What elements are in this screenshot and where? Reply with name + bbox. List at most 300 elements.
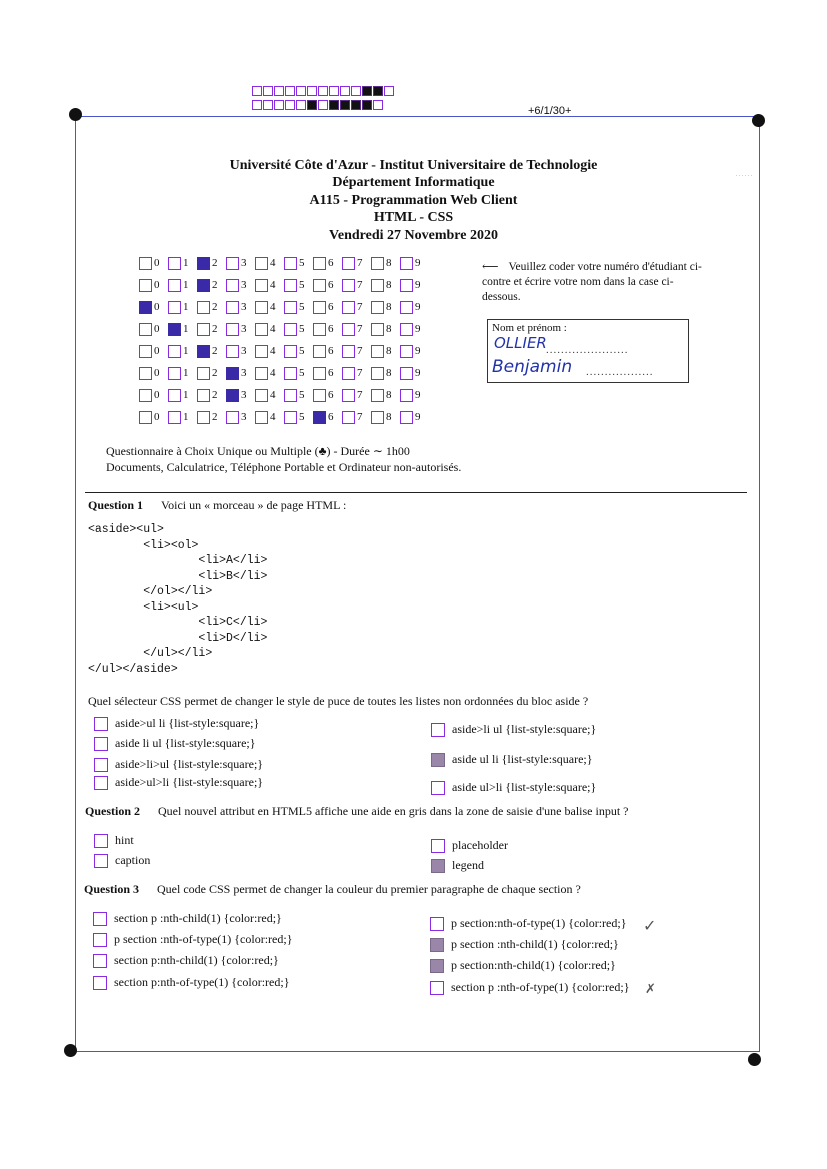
answer-option[interactable]: [431, 858, 484, 873]
grid-digit-cell: [400, 411, 429, 424]
grid-digit-cell: [313, 411, 342, 424]
grid-digit-cell: [371, 279, 400, 292]
student-grid-row: [139, 277, 429, 293]
digit-checkbox[interactable]: [284, 367, 297, 380]
header-course: A115 - Programmation Web Client: [309, 193, 518, 208]
answer-label: aside>li>ul {list-style:square;}: [115, 757, 264, 771]
grid-digit-cell: [168, 257, 197, 270]
answer-checkbox[interactable]: [431, 839, 445, 853]
digit-checkbox[interactable]: [168, 389, 181, 402]
digit-checkbox[interactable]: [197, 279, 210, 292]
digit-checkbox[interactable]: [168, 411, 181, 424]
answer-checkbox[interactable]: [93, 933, 107, 947]
instructions-text: Veuillez coder votre numéro d'étudiant ci-contre et écrire votre nom dans la case ci-dessous.: [482, 261, 702, 303]
q1-header: [88, 498, 346, 513]
digit-label: 6: [328, 301, 334, 313]
digit-checkbox[interactable]: [342, 279, 355, 292]
digit-label: 7: [357, 411, 363, 423]
handwritten-lastname: OLLIER: [494, 334, 547, 352]
digit-label: 0: [154, 367, 160, 379]
answer-label: section p :nth-of-type(1) {color:red;}: [451, 980, 630, 994]
digit-label: 2: [212, 389, 218, 401]
grid-digit-cell: [342, 257, 371, 270]
grid-digit-cell: [255, 323, 284, 336]
digit-checkbox[interactable]: [139, 279, 152, 292]
answer-checkbox[interactable]: [94, 717, 108, 731]
answer-option[interactable]: [431, 722, 596, 737]
student-grid-row: [139, 387, 429, 403]
answer-label: aside ul li {list-style:square;}: [452, 752, 593, 766]
answer-option[interactable]: [94, 775, 263, 790]
digit-checkbox[interactable]: [139, 345, 152, 358]
digit-checkbox[interactable]: [226, 367, 239, 380]
digit-checkbox[interactable]: [313, 279, 326, 292]
barcode-bottom-row: [252, 100, 384, 110]
digit-checkbox[interactable]: [226, 301, 239, 314]
answer-option[interactable]: [93, 975, 289, 990]
grid-digit-cell: [342, 411, 371, 424]
q1-label: Question 1: [88, 498, 144, 512]
digit-checkbox[interactable]: [342, 301, 355, 314]
digit-label: 7: [357, 323, 363, 335]
digit-label: 7: [357, 367, 363, 379]
answer-option[interactable]: [430, 937, 619, 952]
digit-checkbox[interactable]: [226, 257, 239, 270]
digit-checkbox[interactable]: [371, 345, 384, 358]
digit-checkbox[interactable]: [139, 367, 152, 380]
header-university: Université Côte d'Azur - Institut Universitaire de Technologie: [229, 158, 598, 173]
digit-checkbox[interactable]: [371, 367, 384, 380]
digit-label: 4: [270, 323, 276, 335]
answer-checkbox[interactable]: [94, 834, 108, 848]
digit-label: 6: [328, 323, 334, 335]
answer-checkbox[interactable]: [430, 938, 444, 952]
digit-checkbox[interactable]: [226, 323, 239, 336]
digit-checkbox[interactable]: [342, 257, 355, 270]
grid-digit-cell: [139, 389, 168, 402]
grid-digit-cell: [197, 389, 226, 402]
digit-checkbox[interactable]: [371, 257, 384, 270]
grid-digit-cell: [255, 257, 284, 270]
digit-checkbox[interactable]: [139, 257, 152, 270]
answer-checkbox[interactable]: [431, 753, 445, 767]
grid-digit-cell: [197, 301, 226, 314]
grid-digit-cell: [168, 279, 197, 292]
answer-label: placeholder: [452, 838, 508, 852]
grid-digit-cell: [371, 301, 400, 314]
answer-option[interactable]: [430, 916, 626, 931]
grid-digit-cell: [342, 367, 371, 380]
answer-checkbox[interactable]: [431, 723, 445, 737]
digit-label: 8: [386, 257, 392, 269]
answer-label: p section:nth-of-type(1) {color:red;}: [451, 916, 627, 930]
answer-checkbox[interactable]: [94, 737, 108, 751]
digit-label: 4: [270, 345, 276, 357]
digit-checkbox[interactable]: [197, 389, 210, 402]
answer-checkbox[interactable]: [93, 954, 107, 968]
digit-checkbox[interactable]: [371, 389, 384, 402]
digit-checkbox[interactable]: [400, 411, 413, 424]
answer-option[interactable]: [431, 838, 508, 853]
corner-marker-bottom-right: [748, 1053, 761, 1066]
digit-checkbox[interactable]: [197, 411, 210, 424]
grid-digit-cell: [168, 389, 197, 402]
digit-checkbox[interactable]: [255, 367, 268, 380]
divider: [85, 492, 747, 493]
grid-digit-cell: [371, 367, 400, 380]
name-line-1: ......................: [546, 344, 629, 356]
answer-label: aside>ul li {list-style:square;}: [115, 716, 260, 730]
grid-digit-cell: [313, 257, 342, 270]
q2-label: Question 2: [85, 804, 141, 818]
digit-label: 2: [212, 345, 218, 357]
grid-digit-cell: [284, 411, 313, 424]
grid-digit-cell: [255, 367, 284, 380]
digit-label: 6: [328, 257, 334, 269]
digit-label: 6: [328, 367, 334, 379]
grid-digit-cell: [255, 389, 284, 402]
grid-digit-cell: [313, 367, 342, 380]
grid-digit-cell: [284, 345, 313, 358]
digit-checkbox[interactable]: [400, 301, 413, 314]
grid-digit-cell: [342, 323, 371, 336]
digit-label: 8: [386, 323, 392, 335]
name-box-label: Nom et prénom :: [492, 322, 567, 334]
grid-digit-cell: [255, 279, 284, 292]
digit-label: 3: [241, 345, 247, 357]
digit-label: 7: [357, 301, 363, 313]
digit-checkbox[interactable]: [371, 279, 384, 292]
digit-checkbox[interactable]: [226, 279, 239, 292]
digit-checkbox[interactable]: [371, 411, 384, 424]
digit-checkbox[interactable]: [400, 345, 413, 358]
answer-label: aside li ul {list-style:square;}: [115, 736, 256, 750]
student-grid-row: [139, 299, 429, 315]
grid-digit-cell: [400, 367, 429, 380]
digit-label: 2: [212, 367, 218, 379]
answer-label: aside>ul>li {list-style:square;}: [115, 775, 264, 789]
digit-label: 9: [415, 345, 421, 357]
answer-checkbox[interactable]: [431, 781, 445, 795]
answer-option[interactable]: [431, 780, 596, 795]
grid-digit-cell: [313, 345, 342, 358]
q2-question: Quel nouvel attribut en HTML5 affiche une aide en gris dans la zone de saisie d'une balise input ?: [158, 804, 629, 818]
digit-label: 2: [212, 411, 218, 423]
answer-option[interactable]: [431, 752, 593, 767]
digit-label: 1: [183, 345, 189, 357]
digit-label: 3: [241, 389, 247, 401]
digit-checkbox[interactable]: [400, 323, 413, 336]
q1-code: <aside><ul> <li><ol> <li>A</li> <li>B</li> </ol></li> <li><ul> <li>C</li> <li>D</li> </ul></li> </ul></aside>: [88, 523, 268, 676]
grid-digit-cell: [400, 389, 429, 402]
corner-marker-top-left: [69, 108, 82, 121]
grid-digit-cell: [197, 279, 226, 292]
bleedthrough-text: ······: [735, 170, 753, 180]
digit-checkbox[interactable]: [313, 367, 326, 380]
digit-label: 8: [386, 301, 392, 313]
digit-checkbox[interactable]: [284, 345, 297, 358]
answer-option[interactable]: [94, 833, 134, 848]
digit-checkbox[interactable]: [168, 279, 181, 292]
digit-label: 4: [270, 389, 276, 401]
grid-digit-cell: [284, 323, 313, 336]
digit-checkbox[interactable]: [168, 301, 181, 314]
digit-label: 3: [241, 367, 247, 379]
digit-label: 0: [154, 279, 160, 291]
digit-checkbox[interactable]: [313, 411, 326, 424]
answer-option[interactable]: [93, 932, 292, 947]
corner-marker-top-right: [752, 114, 765, 127]
digit-checkbox[interactable]: [139, 411, 152, 424]
grid-digit-cell: [197, 367, 226, 380]
grid-digit-cell: [342, 345, 371, 358]
grid-digit-cell: [371, 345, 400, 358]
digit-checkbox[interactable]: [139, 323, 152, 336]
grid-digit-cell: [226, 411, 255, 424]
answer-label: hint: [115, 833, 134, 847]
digit-label: 5: [299, 301, 305, 313]
grid-digit-cell: [313, 323, 342, 336]
grid-digit-cell: [313, 301, 342, 314]
answer-option[interactable]: [94, 757, 263, 772]
digit-checkbox[interactable]: [342, 411, 355, 424]
digit-label: 1: [183, 301, 189, 313]
digit-label: 6: [328, 411, 334, 423]
q3-label: Question 3: [84, 882, 140, 896]
digit-checkbox[interactable]: [168, 345, 181, 358]
answer-checkbox[interactable]: [94, 776, 108, 790]
answer-label: p section :nth-child(1) {color:red;}: [451, 937, 619, 951]
digit-label: 3: [241, 257, 247, 269]
grid-digit-cell: [284, 367, 313, 380]
answer-label: p section:nth-child(1) {color:red;}: [451, 958, 616, 972]
grid-digit-cell: [168, 345, 197, 358]
digit-checkbox[interactable]: [342, 389, 355, 402]
digit-checkbox[interactable]: [313, 323, 326, 336]
digit-checkbox[interactable]: [168, 257, 181, 270]
digit-checkbox[interactable]: [197, 257, 210, 270]
grid-digit-cell: [197, 411, 226, 424]
q1-question: Quel sélecteur CSS permet de changer le style de puce de toutes les listes non ordonnées du bloc aside ?: [88, 694, 589, 708]
answer-option[interactable]: [94, 716, 259, 731]
digit-label: 5: [299, 257, 305, 269]
answer-label: p section :nth-of-type(1) {color:red;}: [114, 932, 293, 946]
digit-label: 8: [386, 367, 392, 379]
digit-checkbox[interactable]: [284, 411, 297, 424]
digit-label: 2: [212, 279, 218, 291]
digit-label: 4: [270, 279, 276, 291]
digit-label: 1: [183, 367, 189, 379]
digit-checkbox[interactable]: [313, 345, 326, 358]
barcode-top-row: [252, 86, 395, 96]
answer-option[interactable]: [93, 953, 279, 968]
digit-checkbox[interactable]: [284, 257, 297, 270]
answer-checkbox[interactable]: [93, 976, 107, 990]
digit-label: 4: [270, 367, 276, 379]
digit-label: 9: [415, 257, 421, 269]
q2-header: [85, 804, 628, 819]
digit-checkbox[interactable]: [197, 367, 210, 380]
digit-checkbox[interactable]: [255, 389, 268, 402]
grid-digit-cell: [400, 323, 429, 336]
answer-label: caption: [115, 853, 151, 867]
student-grid-row: [139, 365, 429, 381]
digit-checkbox[interactable]: [197, 323, 210, 336]
digit-checkbox[interactable]: [255, 279, 268, 292]
grid-digit-cell: [168, 411, 197, 424]
digit-checkbox[interactable]: [226, 411, 239, 424]
digit-checkbox[interactable]: [342, 367, 355, 380]
grid-digit-cell: [197, 323, 226, 336]
digit-checkbox[interactable]: [226, 345, 239, 358]
digit-checkbox[interactable]: [400, 279, 413, 292]
digit-label: 0: [154, 345, 160, 357]
digit-checkbox[interactable]: [400, 389, 413, 402]
grid-digit-cell: [197, 257, 226, 270]
digit-checkbox[interactable]: [342, 345, 355, 358]
grid-digit-cell: [226, 367, 255, 380]
digit-label: 3: [241, 301, 247, 313]
digit-label: 4: [270, 411, 276, 423]
digit-checkbox[interactable]: [168, 367, 181, 380]
q3-header: [84, 882, 581, 897]
grid-digit-cell: [226, 345, 255, 358]
student-grid-row: [139, 255, 429, 271]
grid-digit-cell: [284, 389, 313, 402]
digit-checkbox[interactable]: [284, 323, 297, 336]
grid-digit-cell: [284, 257, 313, 270]
grid-digit-cell: [400, 345, 429, 358]
answer-option[interactable]: [430, 980, 629, 995]
digit-checkbox[interactable]: [197, 345, 210, 358]
grid-digit-cell: [400, 279, 429, 292]
digit-label: 9: [415, 367, 421, 379]
digit-checkbox[interactable]: [284, 301, 297, 314]
digit-label: 1: [183, 279, 189, 291]
digit-checkbox[interactable]: [284, 279, 297, 292]
grid-digit-cell: [284, 279, 313, 292]
digit-checkbox[interactable]: [400, 257, 413, 270]
grid-digit-cell: [400, 301, 429, 314]
handwritten-cross-mark: ✗: [645, 982, 656, 997]
grid-digit-cell: [313, 389, 342, 402]
grid-digit-cell: [226, 389, 255, 402]
digit-label: 9: [415, 411, 421, 423]
answer-option[interactable]: [93, 911, 282, 926]
digit-label: 6: [328, 389, 334, 401]
digit-checkbox[interactable]: [400, 367, 413, 380]
digit-checkbox[interactable]: [197, 301, 210, 314]
grid-digit-cell: [139, 345, 168, 358]
digit-checkbox[interactable]: [168, 323, 181, 336]
digit-checkbox[interactable]: [284, 389, 297, 402]
digit-label: 1: [183, 323, 189, 335]
digit-checkbox[interactable]: [371, 323, 384, 336]
digit-checkbox[interactable]: [313, 301, 326, 314]
digit-checkbox[interactable]: [255, 257, 268, 270]
grid-digit-cell: [139, 279, 168, 292]
grid-digit-cell: [139, 301, 168, 314]
digit-label: 7: [357, 257, 363, 269]
student-grid-row: [139, 409, 429, 425]
answer-option[interactable]: [94, 853, 150, 868]
answer-checkbox[interactable]: [93, 912, 107, 926]
digit-label: 8: [386, 411, 392, 423]
left-arrow-icon: ⟵: [482, 261, 499, 273]
digit-checkbox[interactable]: [139, 301, 152, 314]
digit-label: 3: [241, 279, 247, 291]
digit-label: 3: [241, 411, 247, 423]
digit-checkbox[interactable]: [255, 345, 268, 358]
grid-digit-cell: [342, 389, 371, 402]
digit-label: 7: [357, 389, 363, 401]
digit-checkbox[interactable]: [255, 323, 268, 336]
name-line-2: ..................: [586, 366, 654, 378]
answer-option[interactable]: [430, 958, 616, 973]
answer-checkbox[interactable]: [431, 859, 445, 873]
student-grid-row: [139, 343, 429, 359]
grid-digit-cell: [197, 345, 226, 358]
handwritten-check-mark: ✓: [643, 916, 657, 935]
digit-label: 9: [415, 279, 421, 291]
header-topic: HTML - CSS: [373, 210, 454, 225]
answer-label: section p:nth-child(1) {color:red;}: [114, 953, 279, 967]
grid-digit-cell: [371, 257, 400, 270]
grid-digit-cell: [226, 323, 255, 336]
digit-checkbox[interactable]: [313, 257, 326, 270]
grid-digit-cell: [342, 279, 371, 292]
digit-label: 5: [299, 323, 305, 335]
grid-digit-cell: [139, 411, 168, 424]
answer-checkbox[interactable]: [94, 758, 108, 772]
digit-checkbox[interactable]: [371, 301, 384, 314]
digit-label: 7: [357, 279, 363, 291]
digit-label: 1: [183, 411, 189, 423]
digit-label: 3: [241, 323, 247, 335]
grid-digit-cell: [139, 257, 168, 270]
digit-label: 5: [299, 411, 305, 423]
grid-digit-cell: [255, 345, 284, 358]
q3-question: Quel code CSS permet de changer la couleur du premier paragraphe de chaque section ?: [157, 882, 581, 896]
grid-digit-cell: [371, 323, 400, 336]
digit-label: 4: [270, 257, 276, 269]
answer-checkbox[interactable]: [94, 854, 108, 868]
digit-checkbox[interactable]: [255, 301, 268, 314]
answer-checkbox[interactable]: [430, 959, 444, 973]
digit-checkbox[interactable]: [313, 389, 326, 402]
grid-digit-cell: [255, 411, 284, 424]
page-code: +6/1/30+: [528, 105, 572, 117]
answer-label: section p:nth-of-type(1) {color:red;}: [114, 975, 290, 989]
answer-checkbox[interactable]: [430, 917, 444, 931]
digit-checkbox[interactable]: [342, 323, 355, 336]
digit-checkbox[interactable]: [255, 411, 268, 424]
grid-digit-cell: [284, 301, 313, 314]
grid-digit-cell: [313, 279, 342, 292]
grid-digit-cell: [168, 323, 197, 336]
answer-option[interactable]: [94, 736, 256, 751]
digit-label: 8: [386, 345, 392, 357]
grid-digit-cell: [400, 257, 429, 270]
digit-label: 9: [415, 323, 421, 335]
answer-label: legend: [452, 858, 484, 872]
grid-digit-cell: [139, 367, 168, 380]
grid-digit-cell: [371, 389, 400, 402]
digit-checkbox[interactable]: [139, 389, 152, 402]
digit-label: 2: [212, 257, 218, 269]
digit-checkbox[interactable]: [226, 389, 239, 402]
answer-checkbox[interactable]: [430, 981, 444, 995]
